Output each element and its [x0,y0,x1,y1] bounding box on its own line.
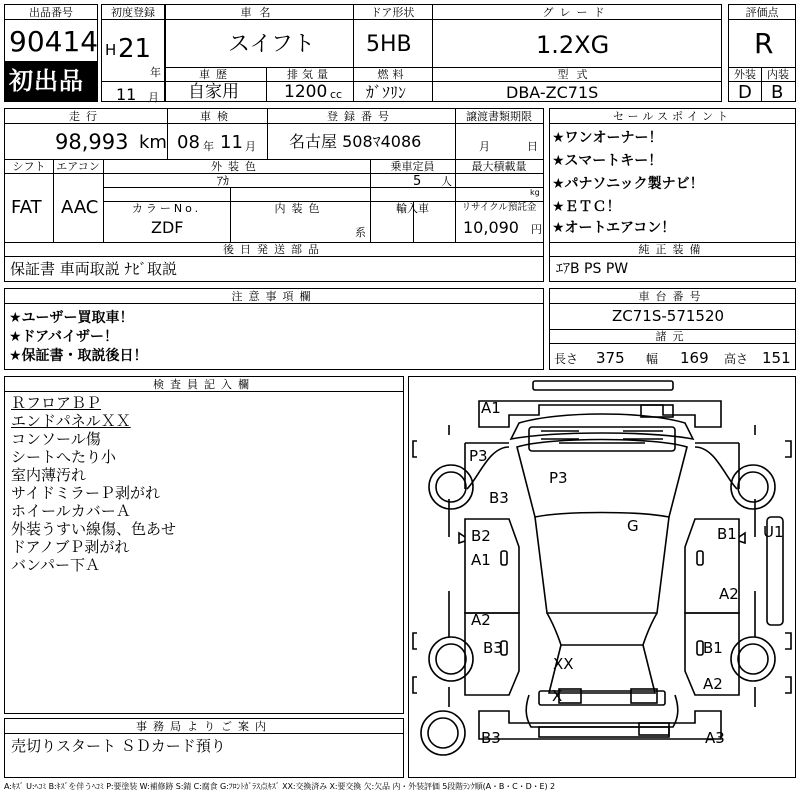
sales-point-item: ★パナソニック製ナビ！ [552,176,704,192]
damage-mark: B1 [703,639,723,657]
notes-label: 注意事項欄 [231,290,317,303]
door-type: 5HB [366,32,412,57]
displacement-label: 排気量 [287,68,332,81]
inspector-line: ドアノブＰ剥がれ [11,538,130,556]
listing-number-cell [4,4,98,62]
office-notice-block [4,718,404,778]
score-cell [728,4,796,102]
damage-mark: B1 [717,525,737,543]
equipment: ｴｱB PS PW [556,261,629,277]
chassis-block [549,288,796,370]
inspector-line: エンドパネルＸＸ [11,412,131,430]
inspector-notes-block [4,376,404,714]
door-label: ドア形状 [370,6,415,19]
listing-number-label: 出品番号 [29,6,73,19]
max-load-unit: kg [530,188,540,197]
listing-number: 90414 [9,25,99,58]
height: 151 [762,349,791,367]
history-label: 車歴 [199,68,233,81]
aircon-label: エアコン [56,160,100,173]
recycle-unit: 円 [531,223,542,236]
damage-mark: A2 [719,585,739,603]
damage-mark: XX [553,655,574,673]
car-outline-diagram [409,377,795,777]
plate-label: 登録番号 [327,110,395,123]
sales-point-item: ★ＥＴＣ！ [552,199,621,215]
inspector-line: ＲフロアＢＰ [11,394,102,412]
first-listing-badge-text: 初出品 [9,67,84,95]
capacity: 5 [413,174,422,189]
note-item: ★保証書・取説後日！ [9,348,148,364]
height-label: 高さ [724,352,749,366]
mileage: 98,993 [55,130,129,154]
damage-mark: A2 [703,675,723,693]
transfer-day-unit: 日 [527,140,538,153]
mileage-label: 走行 [69,110,103,123]
exterior-grade: D [738,82,752,103]
shift-label: シフト [12,160,46,173]
first-registration-cell [101,4,165,102]
first-registration-month: 11 [116,85,137,104]
inspector-line: 外装うすい線傷、色あせ [11,520,177,538]
specs-label: 諸元 [655,330,690,343]
capacity-label: 乗車定員 [390,160,435,173]
damage-mark: B3 [483,639,503,657]
vehicle-details-block [4,108,544,282]
notes-block [4,288,544,370]
damage-mark: G [627,517,639,535]
capacity-unit: 人 [441,175,452,188]
damage-mark: B3 [481,729,501,747]
inspection-month: 11 [220,132,243,153]
year-unit: 年 [150,66,161,79]
inspector-line: ホイールカバーＡ [11,502,131,520]
damage-mark: A1 [471,551,491,569]
sales-points-block [549,108,796,282]
transfer-month-unit: 月 [479,140,490,153]
inspector-line: 室内薄汚れ [11,466,87,484]
note-item: ★ドアバイザー！ [9,329,119,345]
grade-label: グレード [542,6,611,19]
sales-point-item: ★ワンオーナー！ [552,130,663,146]
damage-mark: B2 [471,527,491,545]
recycle-fee: 10,090 [463,218,519,237]
chassis-number: ZC71S-571520 [612,307,725,325]
sales-points-label: セールスポイント [612,110,732,123]
fuel-label: 燃料 [377,68,408,81]
model-label: 型式 [557,68,596,81]
damage-diagram [408,376,796,778]
month-unit: 月 [148,91,159,104]
damage-code-legend: A:ｷｽﾞ U:ﾍｺﾐ B:ｷｽﾞを伴うﾍｺﾐ P:要塗装 W:補修跡 S:錆 C:腐食 G:ﾌﾛﾝﾄｶﾞﾗｽ点ｷｽﾞ XX:交換済み X:要交換 欠:欠品 内・外装評価 5段階ﾗﾝｸ順(A・B・C・D・E) 2 [4,782,555,791]
fuel: ｶﾞｿﾘﾝ [366,83,407,102]
note-item: ★ユーザー買取車！ [9,310,134,326]
later-parts-label: 後日発送部品 [223,243,325,256]
damage-mark: P3 [469,447,488,465]
vehicle-history: 自家用 [188,82,239,102]
exterior-label: 外装 [734,68,756,81]
car-name-label: 車名 [240,6,279,19]
aircon: AAC [61,197,99,218]
transfer-deadline-label: 譲渡書類期限 [466,110,532,123]
plate-number: 名古屋 508ﾏ4086 [289,132,422,151]
inspector-line: コンソール傷 [11,430,101,448]
sales-point-item: ★オートエアコン！ [552,220,676,236]
first-registration-label: 初度登録 [111,6,155,19]
inspection-year: 08 [177,132,200,153]
first-listing-badge [4,62,98,102]
interior-label: 内装 [767,68,789,81]
interior-color-unit: 系 [355,226,366,239]
interior-grade: B [771,82,784,103]
office-notice-label: 事務局よりご案内 [136,720,272,733]
era: H [105,41,117,59]
score-label: 評価点 [745,6,779,19]
mileage-unit: km [139,132,167,153]
inspector-line: シートへたり小 [11,448,117,466]
office-notice: 売切りスタート ＳＤカード預り [11,737,226,755]
model-code: DBA-ZC71S [506,83,599,102]
displacement: 1200 [284,82,328,102]
equipment-label: 純正装備 [638,243,707,256]
damage-mark: A3 [705,729,725,747]
inspector-line: サイドミラーＰ剥がれ [11,484,160,502]
car-name: スイフト [228,32,315,57]
inspector-line: バンパー下Ａ [11,556,100,574]
inspection-label: 車検 [200,110,234,123]
inspection-month-unit: 月 [245,140,256,153]
inspection-year-unit: 年 [203,140,214,153]
exterior-color: ｱｶ [217,174,230,188]
import-label: 輸入車 [396,202,429,215]
grade: 1.2XG [536,31,610,59]
vehicle-header-block [165,4,722,102]
length: 375 [596,349,625,367]
displacement-unit: cc [330,88,343,101]
damage-mark: A1 [481,399,501,417]
width-label: 幅 [646,352,659,366]
first-registration-year: 21 [118,34,152,64]
damage-mark: X [552,687,563,705]
color-number: ZDF [151,218,184,237]
interior-color-label: 内装色 [274,202,326,215]
exterior-color-label: 外装色 [211,160,262,173]
color-number-label: カラーNo. [131,202,202,215]
length-label: 長さ [554,352,579,366]
inspector-notes-label: 検査員記入欄 [153,378,255,391]
sales-point-item: ★スマートキー！ [552,153,663,169]
width: 169 [680,349,709,367]
later-parts: 保証書 車両取説 ﾅﾋﾞ取説 [10,260,178,278]
overall-score: R [754,27,774,60]
shift: FAT [11,197,42,218]
damage-mark: P3 [549,469,568,487]
chassis-label: 車台番号 [638,290,707,303]
max-load-label: 最大積載量 [471,160,527,173]
recycle-label: リサイクル預託金 [461,202,537,213]
damage-mark: A2 [471,611,491,629]
damage-mark: B3 [489,489,509,507]
damage-mark: U1 [763,523,784,541]
